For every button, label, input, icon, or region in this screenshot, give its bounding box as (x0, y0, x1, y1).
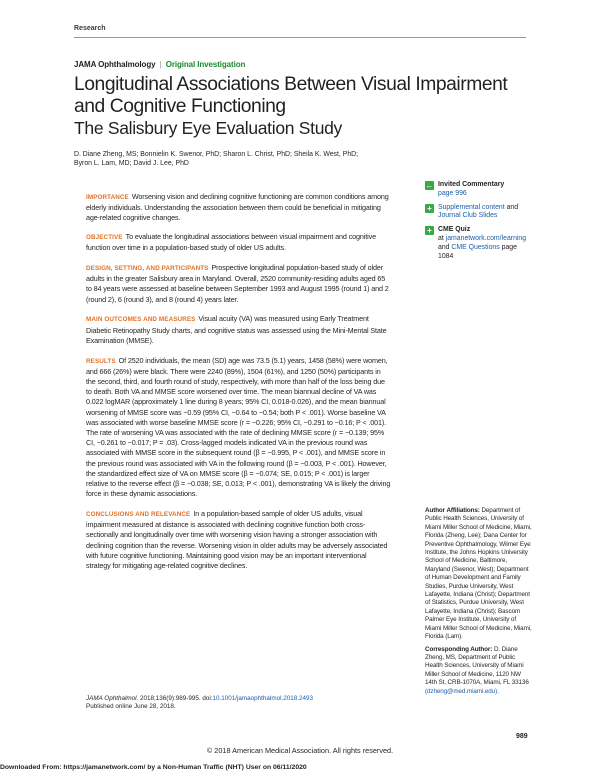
abstract-design (86, 263, 392, 305)
supplemental-content-link[interactable]: Supplemental content (438, 203, 505, 211)
article-title: Longitudinal Associations Between Visual Impairment and Cognitive Functioning (74, 74, 508, 117)
section-heading: IMPORTANCE (86, 194, 129, 201)
author-line: Byron L. Lam, MD; David J. Lee, PhD (74, 160, 189, 168)
affiliations-text: Department of Public Health Sciences, University of Miami Miller School of Medicine, Miami, Florida (Zheng, Lee); Dana Center for Preventive Ophthalmology, Wilmer Eye Institute, the Johns Hopkins University School of Medicine, Baltimore, Maryland (Swenor, West); Department of Human Development and Family Studies, Purdue University, West Lafayette, Indiana (Christ); Department of Statistics, Purdue University, West Lafayette, Indiana (Christ); Bascom Palmer Eye Institute, University of Miami Miller School of Medicine, Miami, Florida (Lam). (425, 507, 532, 641)
section-text: Of 2520 individuals, the mean (SD) age was 73.5 (5.1) years, 1458 (58%) were women, and 666 (26%) were black. There were 2240 (89%), 1504 (61%), and 1250 (50%) participants in the second, third, and fourth round of study, respectively, with more than half of the loss being due to death. Both VA and MMSE score worsened over time. The mean biannual decline of VA was 0.022 logMAR (approximately 1 line during 8 years; 95% CI, 0.018-0.026), and the mean biannual worsening of MMSE score was −0.59 (95% CI, −0.64 to −0.54; both P < .001). Worse baseline VA was associated with worse baseline MMSE score (r = −0.226; 95% CI, −0.291 to −0.16; P < .001). The rate of worsening VA was associated with the rate of declining MMSE score (r = −0.139; 95% CI, −0.261 to −0.017; P = .03). Cross-lagged models indicated VA in the previous round was associated with MMSE score in the subsequent round (β = −0.995, P < .001), and MMSE score in the previous round was associated with VA in the following round (β = −0.003, P < .001). However, the standardized effect size of VA on MMSE score (β = −0.074; SE, 0.015; P < .001) is larger relative to the reverse effect (β = −0.038; SE, 0.013; P < .001), demonstrating VA is likely the driving force in these dynamic associations. (86, 355, 391, 499)
section-text: Visual acuity (VA) was measured using Early Treatment Diabetic Retinopathy Study charts, and cognitive status was assessed using the Mini-Mental State Examination (MMSE). (86, 314, 387, 345)
section-heading: RESULTS (86, 357, 116, 365)
corresponding-author (425, 646, 533, 696)
corresponding-email-link[interactable]: (dzheng@med.miami.edu). (425, 687, 499, 695)
commentary-icon: ← (425, 181, 434, 190)
affiliations-label: Author Affiliations: (425, 507, 480, 514)
section-heading: OBJECTIVE (86, 233, 123, 241)
header-divider (74, 37, 526, 38)
cme-icon: + (425, 226, 434, 235)
citation-journal: JAMA Ophthalmol. (86, 695, 139, 702)
abstract-results (86, 356, 392, 500)
section-heading: CONCLUSIONS AND RELEVANCE (86, 510, 191, 518)
abstract (86, 192, 392, 581)
cme-at: at (438, 234, 444, 242)
copyright-notice: © 2018 American Medical Association. All rights reserved. (206, 746, 394, 755)
supplemental-item (425, 204, 533, 222)
commentary-title: Invited Commentary (438, 181, 505, 188)
connector-text: and (506, 203, 519, 211)
citation-block (86, 695, 392, 712)
abstract-objective (86, 232, 392, 253)
citation-ref: 2018;136(9):989-995. doi: (140, 695, 213, 702)
section-text: In a population-based sample of older US adults, visual impairment measured at distance is associated with declining cognitive function both cross-sectionally and longitudinally over time with worsening vision having a stronger association with declining cognition than the reverse. Worsening vision in older adults may be adversely associated with future cognitive functioning. Maintaining good vision may be an important interventional strategy for mitigating age-related cognitive declines. (86, 508, 388, 570)
section-text: To evaluate the longitudinal associations between visual impairment and cognitive function over time in a population-based study of older US adults. (86, 231, 376, 253)
published-online: Published online June 28, 2018. (86, 703, 176, 711)
connector-text: and (438, 243, 450, 251)
section-label: Research (74, 25, 106, 32)
section-text: Prospective longitudinal population-based study of older adults in the greater Salisbury area in Maryland. Overall, 2520 community-residing adults aged 65 to 84 years were assessed at baseline between September 1993 and August 1995 (round 1) and 2 (round 2), 6 (round 3), and 8 (round 4) years later. (86, 262, 389, 304)
article-subtitle: The Salisbury Eye Evaluation Study (74, 118, 343, 138)
cme-page: page 1084 (438, 243, 517, 260)
invited-commentary-item[interactable] (425, 181, 533, 199)
section-heading: DESIGN, SETTING, AND PARTICIPANTS (86, 264, 209, 272)
commentary-page-link[interactable]: page 996 (438, 189, 467, 197)
corresponding-text: D. Diane Zheng, MS, Department of Public Health Sciences, University of Miami Miller School of Medicine, 1120 NW 14th St, CRB-1070A, Miami, FL 33136 (425, 645, 529, 687)
cme-questions-link[interactable]: CME Questions (451, 243, 500, 251)
article-type: Original Investigation (165, 60, 246, 69)
affiliations-paragraph (425, 507, 533, 642)
journal-line (74, 60, 245, 69)
abstract-importance (86, 192, 392, 224)
author-list (74, 150, 414, 169)
journal-name: JAMA Ophthalmology (74, 60, 156, 69)
citation-line (86, 695, 392, 703)
cme-quiz-item (425, 226, 533, 261)
corresponding-label: Corresponding Author: (425, 645, 493, 653)
cme-quiz-title: CME Quiz (438, 226, 471, 234)
related-content-sidebar (425, 181, 533, 266)
section-text: Worsening vision and declining cognitive functioning are common conditions among elderly individuals. Understanding the association between them could be beneficial in mitigating age-related cognitive changes. (86, 192, 389, 223)
supplement-icon: + (425, 204, 434, 213)
jamanetwork-learning-link[interactable]: jamanetwork.com/learning (445, 234, 527, 242)
doi-link[interactable]: 10.1001/jamaophthalmol.2018.2493 (212, 695, 313, 702)
page-number: 989 (516, 733, 528, 740)
author-line: D. Diane Zheng, MS; Bonnielin K. Swenor, PhD; Sharon L. Christ, PhD; Sheila K. West, PhD; (74, 151, 359, 158)
journal-separator: | (159, 60, 162, 69)
abstract-measures (86, 314, 392, 346)
download-notice: Downloaded From: https://jamanetwork.com/ by a Non-Human Traffic (NHT) User on 06/11/2020 (0, 764, 307, 771)
journal-club-slides-link[interactable]: Journal Club Slides (438, 212, 498, 220)
author-affiliations (425, 507, 533, 700)
section-heading: MAIN OUTCOMES AND MEASURES (86, 316, 196, 324)
abstract-conclusions (86, 509, 392, 571)
